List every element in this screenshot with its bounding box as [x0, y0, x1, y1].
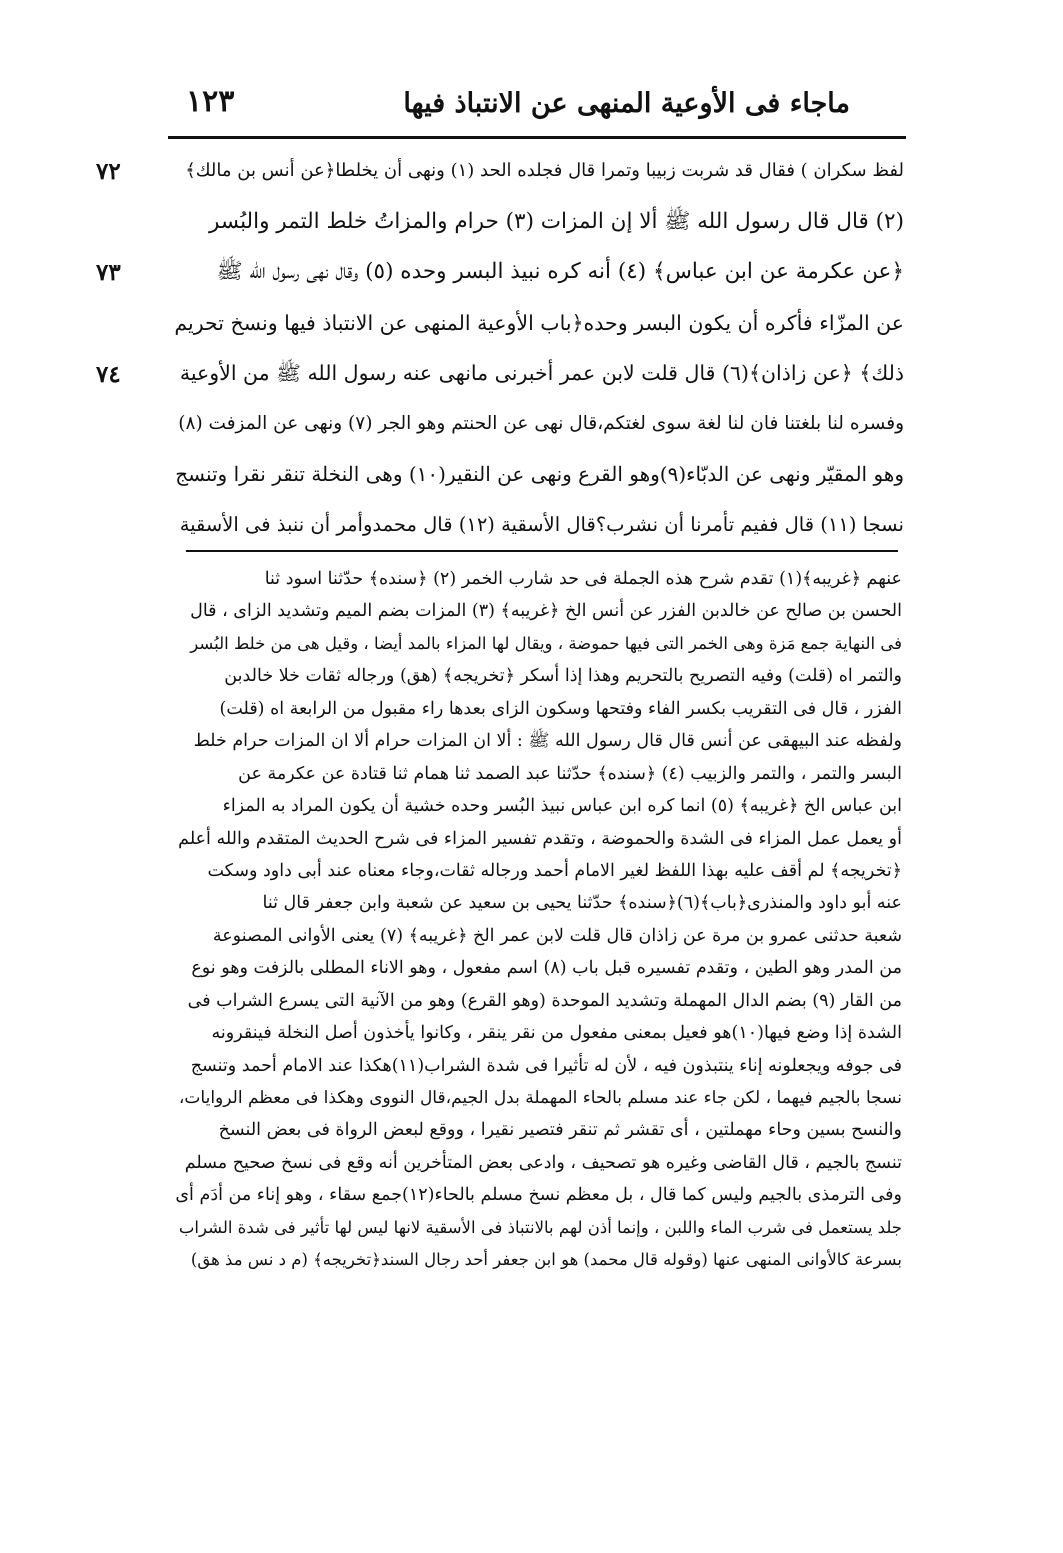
footnote-line: فى جوفه ويجعلونه إناء ينتبذون فيه ، لأن له تأثيرا فى شدة الشراب(١١)هكذا عند الامام أحمد وتنسج	[190, 1055, 902, 1076]
footnote-line: الفزر ، قال فى التقريب بكسر الفاء وفتحها وسكون الزاى بعدها راء مقبول من الرابعة اه (قلت)	[219, 698, 902, 719]
footnote-line: ولفظه عند البيهقى عن أنس قال قال رسول الله ﷺ : ألا ان المزات حرام ألا ان المزات حرام خلط	[193, 731, 902, 752]
page-number: ١٢٣	[186, 84, 235, 119]
footnote-line: أو يعمل عمل المزاء فى الشدة والحموضة ، وتقدم تفسير المزاء فى شرح الحديث المتقدم والله أعلم	[178, 828, 902, 849]
footnote-line: ابن عباس الخ ﴿غريبه﴾ (٥) انما كره ابن عباس نبيذ البُسر وحده خشية أن يكون المراد به المزاء	[222, 796, 902, 817]
footnote-line: من القار (٩) بضم الدال المهملة وتشديد الموحدة (وهو القرع) وهو من الآنية التى يسرع الشراب فى	[187, 990, 902, 1011]
footnote-line: نسجا بالجيم فيهما ، لكن جاء عند مسلم بالحاء المهملة بدل الجيم،قال النووى وهكذا فى معظم الروايات،	[178, 1088, 902, 1108]
footnote-line: عنهم ﴿غريبه﴾(١) تقدم شرح هذه الجملة فى حد شارب الخمر (٢) ﴿سنده﴾ حدّثنا اسود ثنا	[264, 569, 902, 589]
footnote-line: عنه أبو داود والمنذرى﴿باب﴾(٦)﴿سنده﴾ حدّثنا يحيى بن سعيد عن شعبة وابن جعفر قال ثنا	[262, 893, 902, 914]
main-text-line: وهو المقيّر ونهى عن الدبّاء(٩)وهو القرع ونهى عن النقير(١٠) وهى النخلة تنقر نقرا وتنسج	[175, 462, 904, 486]
hadith-number: ٧٣	[96, 259, 121, 286]
footnote-line: بسرعة كالأوانى المنهى عنها (وقوله قال محمد) هو ابن جعفر أحد رجال السند﴿تخريجه﴾ (م د نس مذ هق)	[190, 1250, 902, 1270]
footnote-line: شعبة حدثنى عمرو بن مرة عن زاذان قال قلت لابن عمر الخ ﴿غريبه﴾ (٧) يعنى الأوانى المصنوعة	[212, 925, 902, 946]
main-text-line: ﴿عن عكرمة عن ابن عباس﴾ (٤) أنه كره نبيذ البسر وحده (٥) وقال نهى رسول الله ﷺ	[216, 259, 904, 284]
main-text-line: (٢) قال قال رسول الله ﷺ ألا إن المزات (٣) حرام والمزاتُ خلط التمر والبُسر	[209, 208, 904, 234]
main-text-block	[172, 146, 904, 550]
footnote-line: البسر والتمر ، والتمر والزبيب (٤) ﴿سنده﴾ حدّثنا عبد الصمد ثنا همام ثنا قتادة عن عكرمة عن	[238, 763, 902, 784]
footnote-line: الحسن بن صالح عن خالدبن الفزر عن أنس الخ ﴿غريبه﴾ (٣) المزات بضم الميم وتشديد الزاى ، قال	[190, 601, 902, 622]
footnote-line: ﴿تخريجه﴾ لم أقف عليه بهذا اللفظ لغير الامام أحمد ورجاله ثقات،وجاء معناه عند أبى داود وسكت	[207, 860, 902, 881]
footnote-line: الشدة إذا وضع فيها(١٠)هو فعيل بمعنى مفعول من نقر ينقر ، وكانوا يأخذون أصل النخلة فينقرونه	[211, 1023, 902, 1044]
footnote-line: من المدر وهو الطين ، وتقدم تفسيره قبل باب (٨) اسم مفعول ، وهو الاناء المطلى بالزفت وهو نوع	[191, 958, 902, 979]
header-divider	[168, 136, 906, 139]
main-text-line: ذلك﴾ ﴿عن زاذان﴾(٦) قال قلت لابن عمر أخبرنى مانهى عنه رسول الله ﷺ من الأوعية	[179, 361, 904, 385]
main-text-line: وفسره لنا بلغتنا فان لنا لغة سوى لغتكم،قال نهى عن الحنتم وهو الجر (٧) ونهى عن المزفت (٨)	[178, 412, 904, 434]
main-text-line: نسجا (١١) قال ففيم تأمرنا أن نشرب؟قال الأسقية (١٢) قال محمدوأمر أن ننبذ فى الأسقية	[179, 512, 904, 536]
footnote-line: فى النهاية جمع مَزة وهى الخمر التى فيها حموضة ، ويقال لها المزاء بالمد أيضا ، وقيل هى من خلط البُسر	[190, 633, 902, 653]
footnote-line: والتمر اه (قلت) وفيه التصريح بالتحريم وهذا إذا أسكر ﴿تخريجه﴾ (هق) ورجاله ثقات خلا خالدبن	[224, 666, 902, 687]
main-text-line: عن المزّاء فأكره أن يكون البسر وحده﴿باب الأوعية المنهى عن الانتباذ فيها ونسخ تحريم	[174, 310, 904, 335]
main-text-line: لفظ سكران ) فقال قد شربت زبيبا وتمرا قال فجلده الحد (١) ونهى أن يخلطا﴿عن أنس بن مالك﴾	[185, 160, 904, 181]
footnote-line: تنسج بالجيم ، قال القاضى وغيره هو تصحيف ، وادعى بعض المتأخرين أنه وقع فى نسخ صحيح مسلم	[184, 1152, 902, 1173]
footnotes-block	[172, 563, 902, 1277]
page-header-title: ماجاء فى الأوعية المنهى عن الانتباذ فيها	[403, 88, 850, 119]
footnote-line: وفى الترمذى بالجيم وليس كما قال ، بل معظم نسخ مسلم بالحاء(١٢)جمع سقاء ، وهو إناء من أدَم أى	[175, 1185, 902, 1206]
footnote-line: والنسح بسين وحاء مهملتين ، أى تقشر ثم تنقر فتصير نقيرا ، ووقع لبعض الرواة فى بعض النسخ	[218, 1120, 902, 1141]
footnote-divider	[186, 550, 898, 552]
hadith-number: ٧٢	[96, 158, 121, 185]
hadith-number: ٧٤	[96, 361, 121, 388]
footnote-line: جلد يستعمل فى شرب الماء واللبن ، وإنما أذن لهم بالانتباذ فى الأسقية لانها ليس لها تأثير فى شدة الشراب	[178, 1217, 902, 1237]
